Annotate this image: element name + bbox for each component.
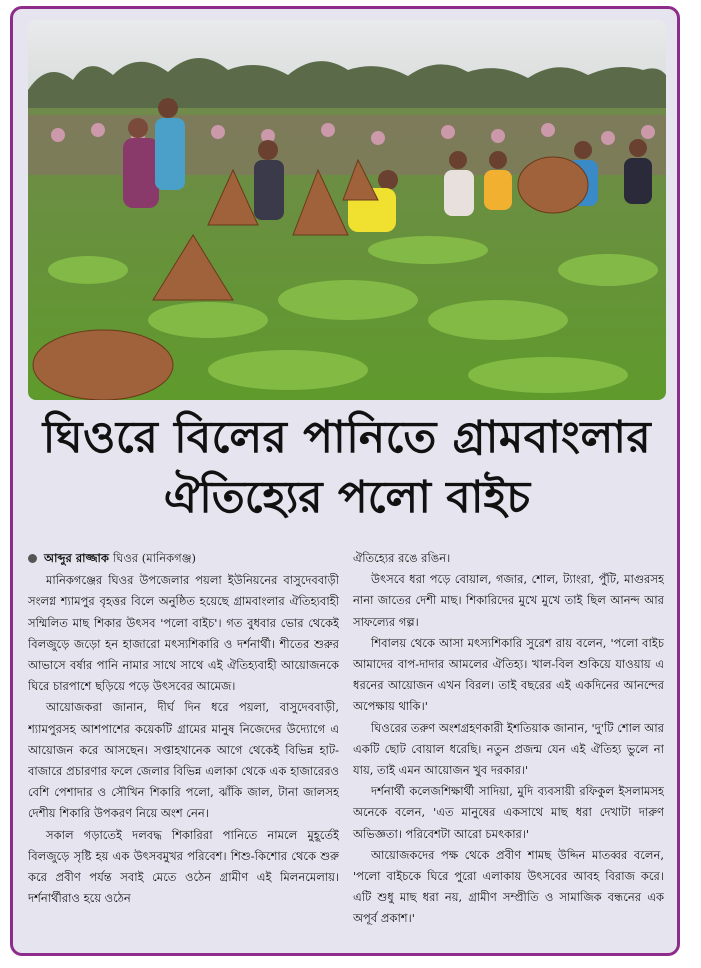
paragraph: শিবালয় থেকে আসা মৎস্যশিকারি সুরেশ রায় বলেন, 'পলো বাইচ আমাদের বাপ-দাদার আমলের ঐতিহ্য। খাল-বিল শুকিয়ে যাওয়ায় এ ধরনের আয়োজন এখন বিরল। তাই বছরের এই একদিনের আনন্দের অপেক্ষায় থাকি।' [353, 635, 664, 714]
paragraph: আয়োজকদের পক্ষ থেকে প্রবীণ শামছ উদ্দিন মাতব্বর বলেন, 'পলো বাইচকে ঘিরে পুরো এলাকায় উৎসবের আবহ বিরাজ করে। এটি শুধু মাছ ধরা নয়, গ্রামীণ সম্প্রীতি ও সামাজিক বন্ধনের এক অপূর্ব প্রকাশ।' [353, 847, 664, 926]
headline-line-2: ঐতিহ্যের পলো বাইচ [163, 472, 531, 523]
paragraph: ঐতিহ্যের রঙে রঙিন। [353, 551, 451, 565]
paragraph: সকাল গড়াতেই দলবদ্ধ শিকারিরা পানিতে নামলে মুহূর্তেই বিলজুড়ে সৃষ্টি হয় এক উৎসবমুখর পরিবেশ। শিশু-কিশোর থেকে শুরু করে প্রবীণ পর্যন্ত সবাই মেতে ওঠেন গ্রামীণ এই মিলনমেলায়। দর্শনার্থীরাও হয়ে ওঠেন [28, 827, 339, 906]
column-1 [28, 548, 339, 948]
headline [22, 400, 672, 528]
column-2 [353, 548, 664, 948]
paragraph: উৎসবে ধরা পড়ে বোয়াল, গজার, শোল, ট্যাংরা, পুঁটি, মাগুরসহ নানা জাতের দেশী মাছ। শিকারিদের মুখে মুখে তাই ছিল আনন্দ আর সাফল্যের গল্প। [353, 572, 664, 629]
byline-author: আব্দুর রাজ্জাক [44, 551, 109, 565]
byline [28, 548, 339, 569]
paragraph: ঘিওরের তরুণ অংশগ্রহণকারী ইশতিয়াক জানান, 'দু'টি শোল আর একটি ছোট বোয়াল ধরেছি। নতুন প্রজন্ম যেন এই ঐতিহ্য ভুলে না যায়, তাই এমন আয়োজন খুব দরকার।' [353, 720, 664, 778]
paragraph: আয়োজকরা জানান, দীর্ঘ দিন ধরে পয়লা, বাসুদেববাড়ী, শ্যামপুরসহ আশপাশের কয়েকটি গ্রামের মানুষ নিজেদের উদ্যোগে এ আয়োজন করে আসছেন। সপ্তাহখানেক আগে থেকেই বিভিন্ন হাট-বাজারে প্রচারণার ফলে জেলার বিভিন্ন এলাকা থেকে এক হাজারেরও বেশি পেশাদার ও সৌখিন শিকারি পলো, ঝাঁকি জাল, টানা জালসহ দেশীয় শিকারি উপকরণ নিয়ে অংশ নেন। [28, 700, 339, 821]
paragraph: দর্শনার্থী কলেজশিক্ষার্থী সাদিয়া, মুদি ব্যবসায়ী রফিকুল ইসলামসহ অনেকে বলেন, 'এত মানুষের একসাথে মাছ ধরা দেখাটা দারুণ অভিজ্ঞতা। পরিবেশটা আরো চমৎকার।' [353, 784, 664, 841]
byline-place: ঘিওর (মানিকগঞ্জ) [112, 551, 197, 565]
article-body [28, 548, 664, 948]
article-photo [28, 20, 666, 400]
paragraph: মানিকগঞ্জের ঘিওর উপজেলার পয়লা ইউনিয়নের বাসুদেববাড়ী সংলগ্ন শ্যামপুর বৃহত্তর বিলে অনুষ্ঠিত হয়েছে গ্রামবাংলার ঐতিহ্যবাহী সম্মিলিত মাছ শিকার উৎসব 'পলো বাইচ'। গত বুধবার ভোর থেকেই বিলজুড়ে জড়ো হন হাজারো মৎস্যশিকারি ও দর্শনার্থী। শীতের শুরুর আভাসে বর্ষার পানি নামার সাথে সাথে এই ঐতিহ্যবাহী আয়োজনকে ঘিরে চারপাশে ছড়িয়ে পড়ে উৎসবের আমেজ। [28, 573, 339, 694]
bullet-icon [28, 554, 37, 563]
headline-line-1: ঘিওরে বিলের পানিতে গ্রামবাংলার [42, 412, 652, 463]
